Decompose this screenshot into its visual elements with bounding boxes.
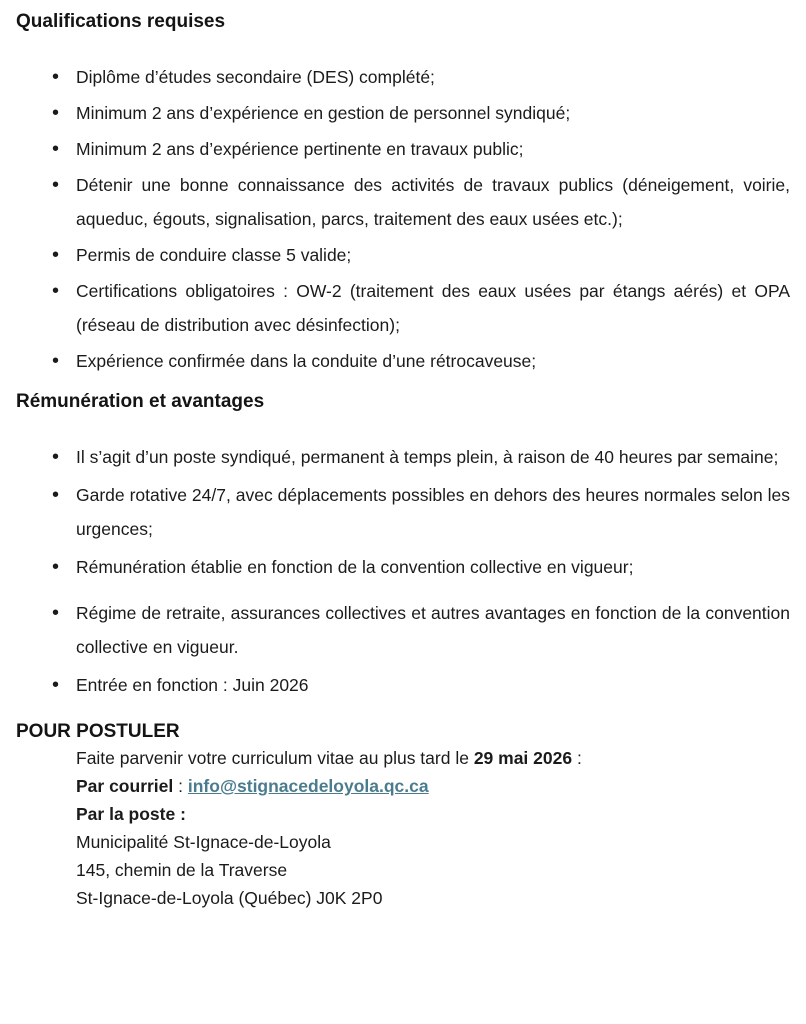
remuneration-heading: Rémunération et avantages	[16, 391, 265, 412]
bullet-item	[76, 478, 790, 546]
bullet-text: Permis de conduire classe 5 valide;	[76, 245, 352, 265]
bullet-item	[76, 96, 790, 130]
bullet-icon	[52, 96, 64, 130]
section-qualifications	[16, 10, 792, 378]
bullet-item	[76, 344, 790, 378]
address-line-street: 145, chemin de la Traverse	[76, 860, 288, 880]
apply-instructions	[76, 744, 792, 912]
remuneration-list	[16, 440, 792, 702]
bullet-icon	[52, 478, 64, 512]
deadline-date: 29 mai 2026	[473, 748, 573, 768]
qualifications-heading: Qualifications requises	[16, 11, 226, 32]
bullet-text: Minimum 2 ans d’expérience en gestion de personnel syndiqué;	[76, 103, 571, 123]
bullet-text: Diplôme d’études secondaire (DES) complété;	[76, 67, 435, 87]
bullet-text: Certifications obligatoires : OW-2 (traitement des eaux usées par étangs aérés) et OPA (réseau de distribution avec désinfection);	[76, 281, 790, 335]
bullet-icon	[52, 440, 64, 474]
bullet-item	[76, 440, 790, 474]
email-separator: :	[173, 776, 188, 796]
bullet-icon	[52, 60, 64, 94]
mail-label: Par la poste :	[76, 804, 186, 824]
bullet-text: Expérience confirmée dans la conduite d’une rétrocaveuse;	[76, 351, 537, 371]
bullet-icon	[52, 344, 64, 378]
bullet-item	[76, 132, 790, 166]
bullet-item	[76, 168, 790, 236]
bullet-text: Garde rotative 24/7, avec déplacements possibles en dehors des heures normales selon les urgences;	[76, 485, 790, 539]
bullet-text: Rémunération établie en fonction de la convention collective en vigueur;	[76, 557, 634, 577]
bullet-item	[76, 274, 790, 342]
bullet-icon	[52, 550, 64, 584]
bullet-text: Entrée en fonction : Juin 2026	[76, 675, 309, 695]
bullet-text: Régime de retraite, assurances collectives et autres avantages en fonction de la convention collective en vigueur.	[76, 603, 790, 657]
deadline-line	[76, 744, 792, 772]
bullet-icon	[52, 132, 64, 166]
qualifications-list	[16, 60, 792, 378]
deadline-colon: :	[572, 748, 582, 768]
deadline-text: Faite parvenir votre curriculum vitae au plus tard le	[76, 748, 474, 768]
bullet-text: Minimum 2 ans d’expérience pertinente en travaux public;	[76, 139, 524, 159]
email-label: Par courriel	[76, 776, 174, 796]
address-line-municipality: Municipalité St-Ignace-de-Loyola	[76, 832, 331, 852]
bullet-item	[76, 238, 790, 272]
bullet-icon	[52, 238, 64, 272]
bullet-icon	[52, 168, 64, 202]
bullet-icon	[52, 274, 64, 308]
bullet-item	[76, 60, 790, 94]
email-link[interactable]: info@stignacedeloyola.qc.ca	[187, 776, 429, 796]
bullet-item	[76, 596, 790, 664]
bullet-text: Détenir une bonne connaissance des activités de travaux publics (déneigement, voirie, aqueduc, égouts, signalisation, parcs, traitement des eaux usées etc.);	[76, 175, 790, 229]
bullet-item	[76, 668, 790, 702]
bullet-icon	[52, 596, 64, 630]
address-line-city: St-Ignace-de-Loyola (Québec) J0K 2P0	[76, 888, 383, 908]
bullet-icon	[52, 668, 64, 702]
bullet-text: Il s’agit d’un poste syndiqué, permanent à temps plein, à raison de 40 heures par semaine;	[76, 447, 779, 467]
bullet-item	[76, 550, 790, 584]
section-apply	[16, 720, 792, 912]
apply-heading: POUR POSTULER	[16, 721, 180, 742]
email-line	[76, 772, 792, 800]
section-remuneration	[16, 390, 792, 702]
